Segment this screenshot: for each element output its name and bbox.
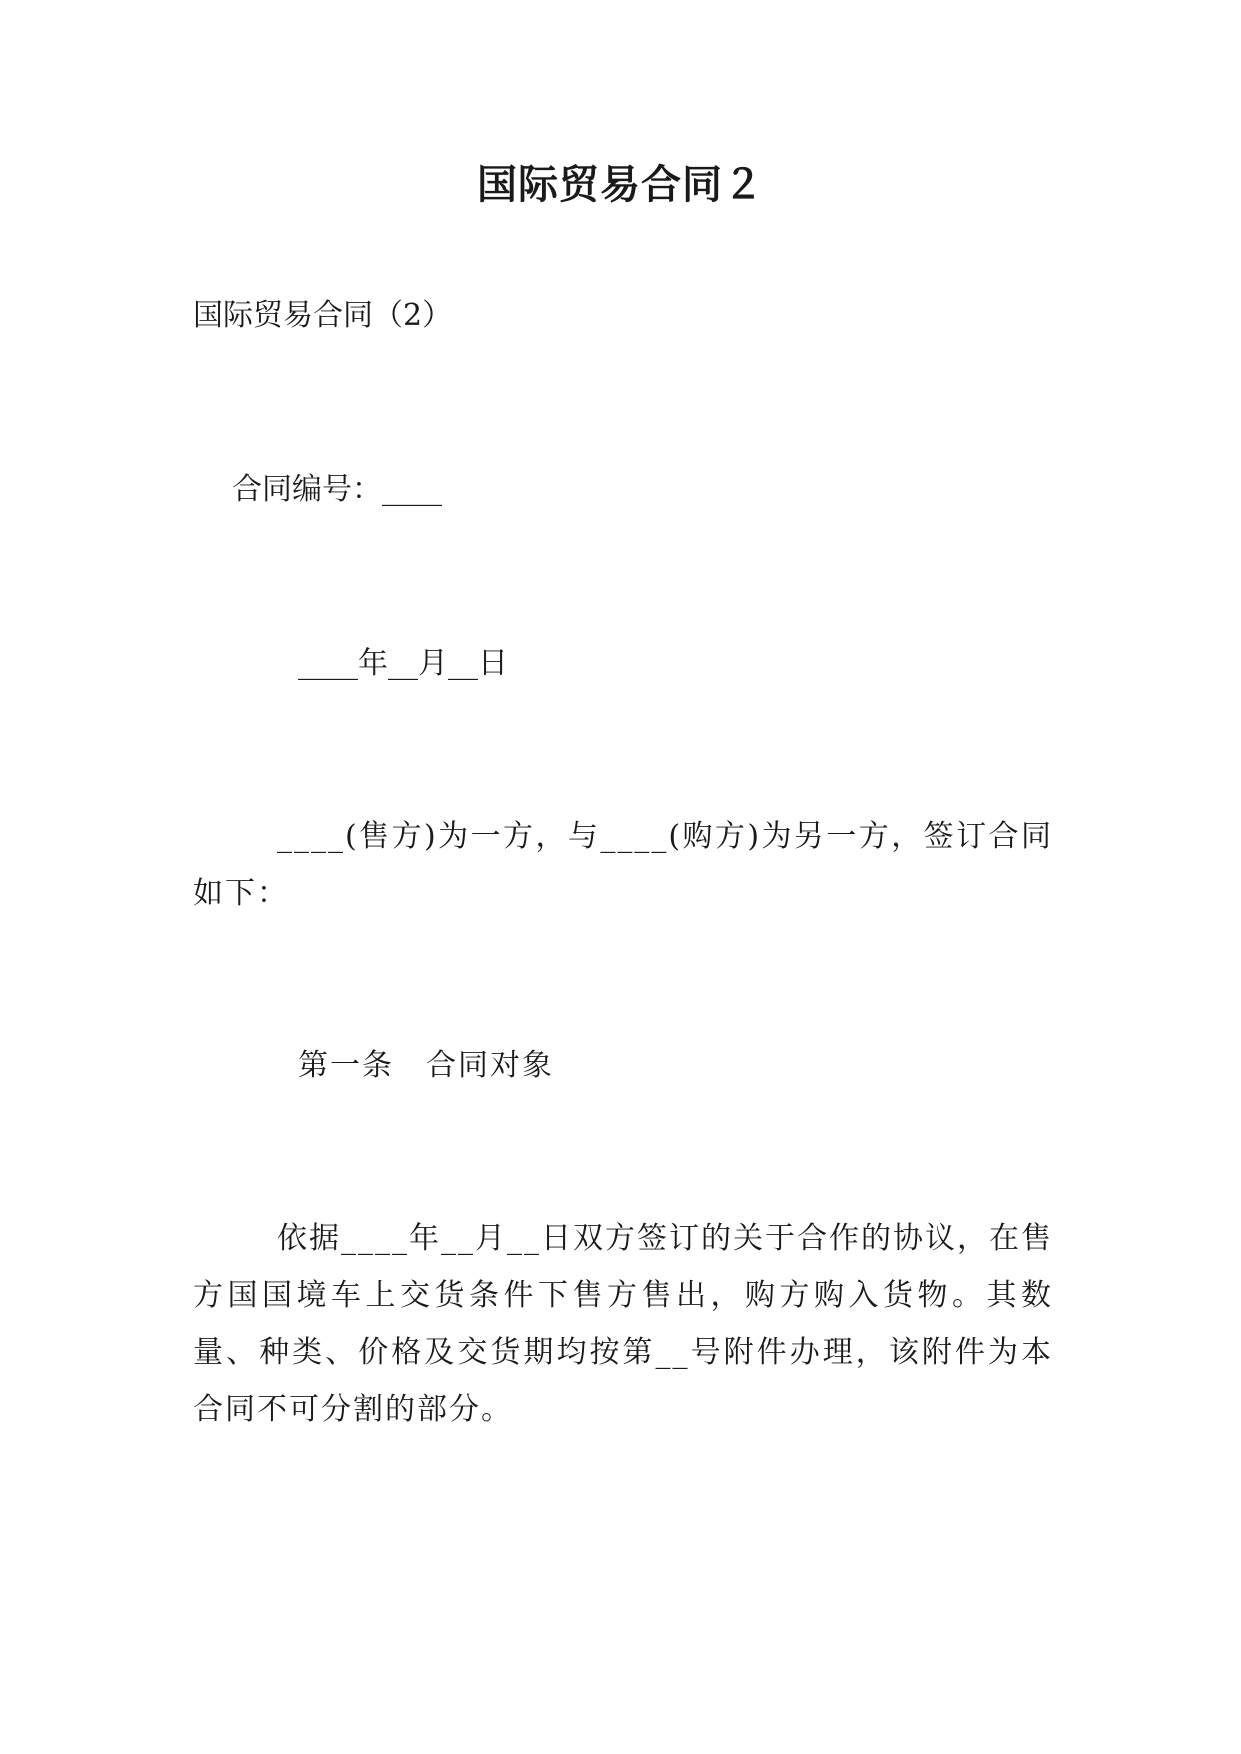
document-title: 国际贸易合同２ (477, 161, 764, 208)
date-line: ____年__月__日 (298, 646, 508, 681)
article1-body: 依据____年__月__日双方签订的关于合作的协议，在售方国国境车上交货条件下售方售出，购方购入货物。其数量、种类、价格及交货期均按第__号附件办理，该附件为本合同不可分割的部分。 (193, 1221, 1053, 1427)
contract-number-line: 合同编号：____ (232, 472, 442, 507)
parties-paragraph: ____(售方)为一方，与____(购方)为另一方，签订合同如下： (193, 819, 1053, 911)
article1-heading: 第一条 合同对象 (298, 1048, 554, 1083)
document-subtitle: 国际贸易合同（2） (193, 298, 453, 333)
